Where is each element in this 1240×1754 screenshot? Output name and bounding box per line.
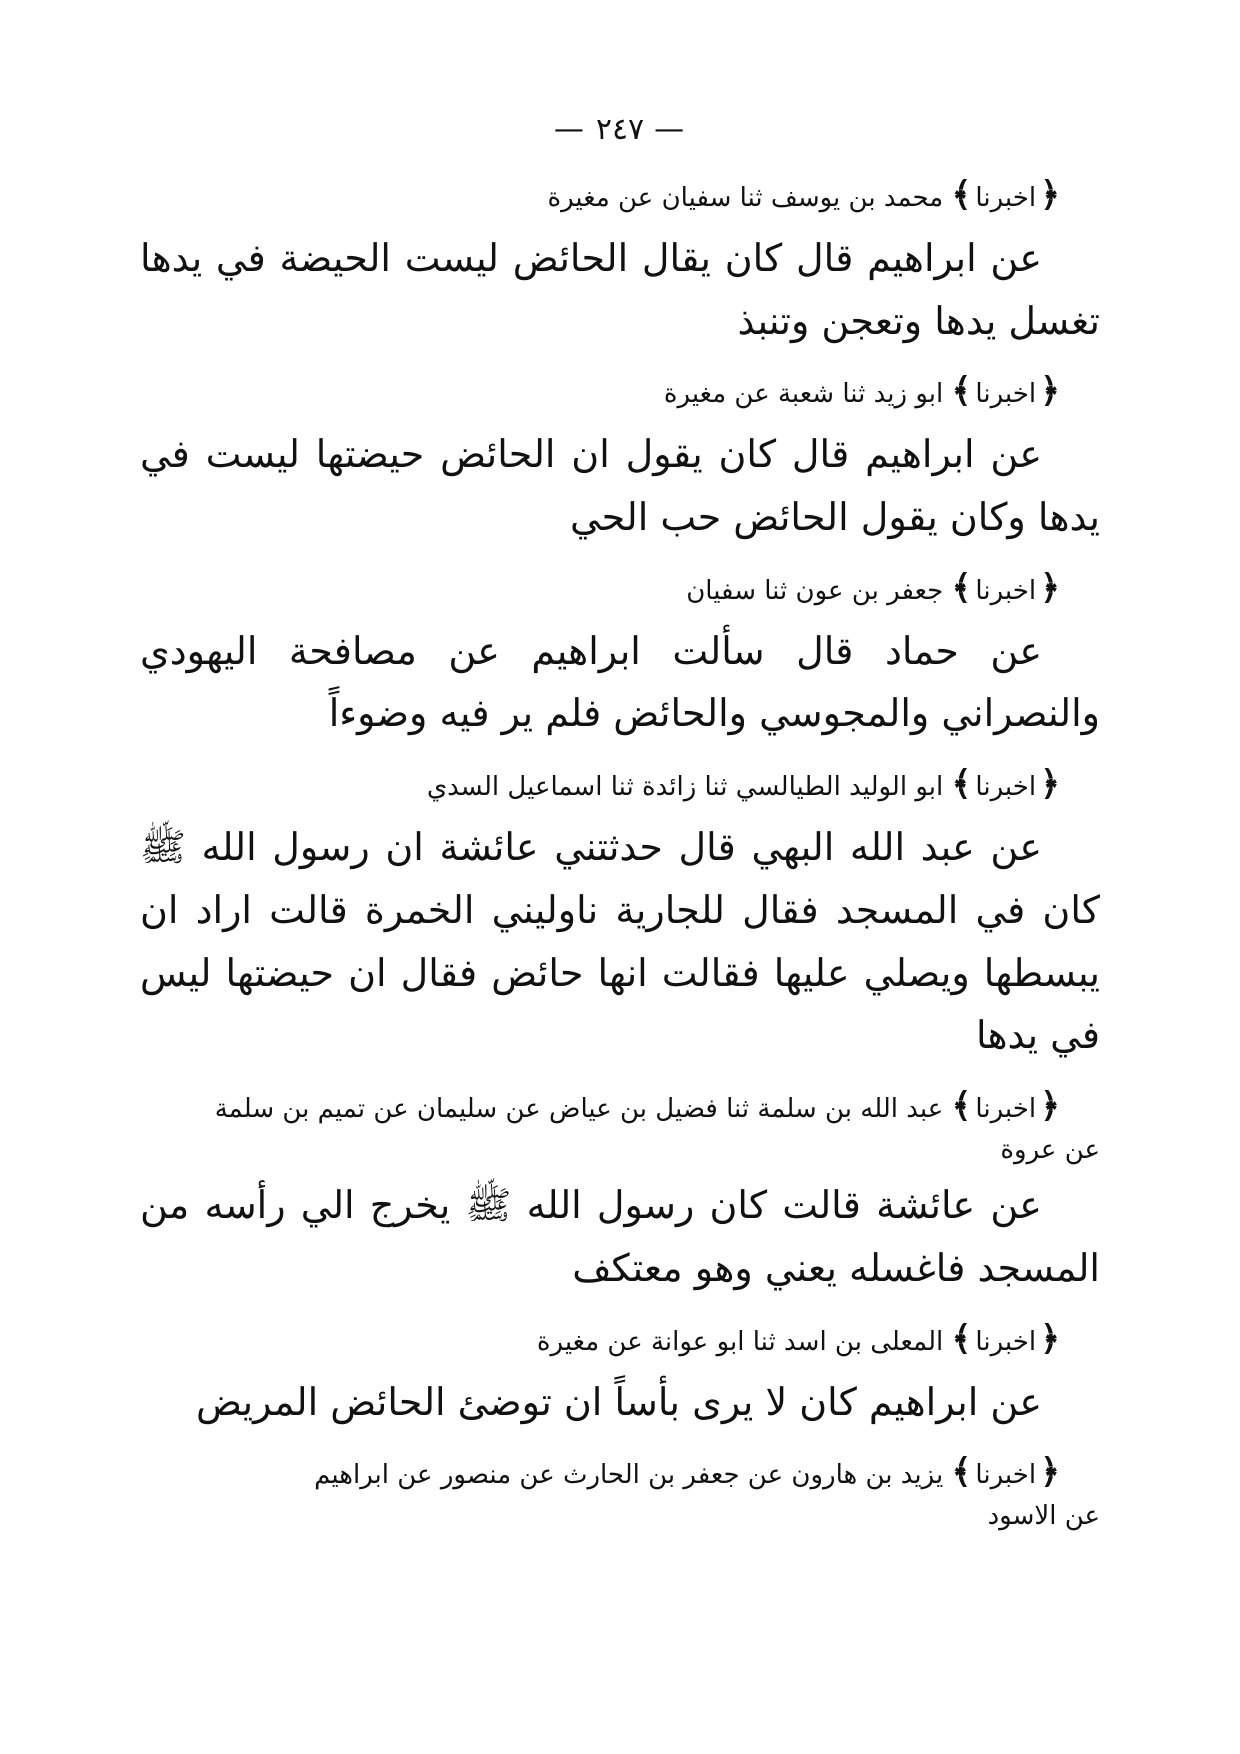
isnad-line: ﴿اخبرنا﴾ محمد بن يوسف ثنا سفيان عن مغيرة xyxy=(547,175,1060,215)
isnad-text: ابو زيد ثنا شعبة عن مغيرة xyxy=(663,379,944,410)
isnad-line: ﴿اخبرنا﴾ المعلى بن اسد ثنا ابو عوانة عن مغيرة xyxy=(536,1318,1060,1359)
akhbarana-label: اخبرنا xyxy=(975,1326,1037,1357)
hadith-entry xyxy=(140,170,1100,352)
page-body xyxy=(140,170,1100,1539)
isnad-line: ﴿اخبرنا﴾ جعفر بن عون ثنا سفيان xyxy=(686,567,1060,608)
akhbarana-label: اخبرنا xyxy=(975,575,1037,606)
akhbarana-label: اخبرنا xyxy=(975,1460,1037,1491)
hadith-entry xyxy=(140,1081,1100,1300)
page-number-value: ٢٤٧ xyxy=(595,112,645,147)
akhbarana-label: اخبرنا xyxy=(975,1093,1037,1124)
isnad-text: عبد الله بن سلمة ثنا فضيل بن عياض عن سليمان عن تميم بن سلمة xyxy=(214,1093,944,1124)
isnad-text: يزيد بن هارون عن جعفر بن الحارث عن منصور عن ابراهيم xyxy=(314,1460,944,1491)
akhbarana-label: اخبرنا xyxy=(975,772,1037,803)
isnad-line: ﴿اخبرنا﴾ ابو الوليد الطيالسي ثنا زائدة ثنا اسماعيل السدي xyxy=(426,764,1060,805)
akhbarana-label: اخبرنا xyxy=(975,183,1037,213)
matn-text: عن حماد قال سألت ابراهيم عن مصافحة اليهودي والنصراني والمجوسي والحائض فلم ير فيه وضوءاً xyxy=(140,628,1100,736)
isnad-line: ﴿اخبرنا﴾ يزيد بن هارون عن جعفر بن الحارث عن منصور عن ابراهيم xyxy=(314,1452,1060,1493)
hadith-entry xyxy=(140,1314,1100,1434)
isnad-text: محمد بن يوسف ثنا سفيان عن مغيرة xyxy=(547,183,944,213)
isnad-text: ابو الوليد الطيالسي ثنا زائدة ثنا اسماعيل السدي xyxy=(426,772,944,803)
matn-text: عن عبد الله البهي قال حدثتني عائشة ان رسول الله ﷺ كان في المسجد فقال للجارية ناوليني الخمرة قالت اراد ان يبسطها ويصلي عليها فقالت انها حائض فقال ان حيضتها ليس في يدها xyxy=(140,825,1100,1058)
hadith-entry xyxy=(140,563,1100,745)
page-number: — ٢٤٧ — xyxy=(553,112,687,147)
hadith-entry xyxy=(140,366,1100,548)
isnad-line: ﴿اخبرنا﴾ ابو زيد ثنا شعبة عن مغيرة xyxy=(663,371,1060,412)
isnad-text: المعلى بن اسد ثنا ابو عوانة عن مغيرة xyxy=(536,1326,944,1357)
akhbarana-label: اخبرنا xyxy=(975,379,1037,410)
hadith-entry xyxy=(140,759,1100,1067)
isnad-continuation: عن عروة xyxy=(1000,1134,1100,1165)
matn-text: عن ابراهيم كان لا يرى بأساً ان توضئ الحائض المريض xyxy=(195,1379,1042,1424)
isnad-continuation: عن الاسود xyxy=(987,1501,1100,1532)
isnad-line: ﴿اخبرنا﴾ عبد الله بن سلمة ثنا فضيل بن عياض عن سليمان عن تميم بن سلمة xyxy=(214,1085,1060,1126)
isnad-text: جعفر بن عون ثنا سفيان xyxy=(686,575,944,606)
hadith-entry xyxy=(140,1447,1100,1534)
matn-text: عن ابراهيم قال كان يقول ان الحائض حيضتها ليست في يدها وكان يقول الحائض حب الحي xyxy=(140,432,1100,540)
matn-text: عن عائشة قالت كان رسول الله ﷺ يخرج الي رأسه من المسجد فاغسله يعني وهو معتكف xyxy=(140,1183,1100,1290)
matn-text: عن ابراهيم قال كان يقال الحائض ليست الحيضة في يدها تغسل يدها وتعجن وتنبذ xyxy=(140,236,1100,343)
